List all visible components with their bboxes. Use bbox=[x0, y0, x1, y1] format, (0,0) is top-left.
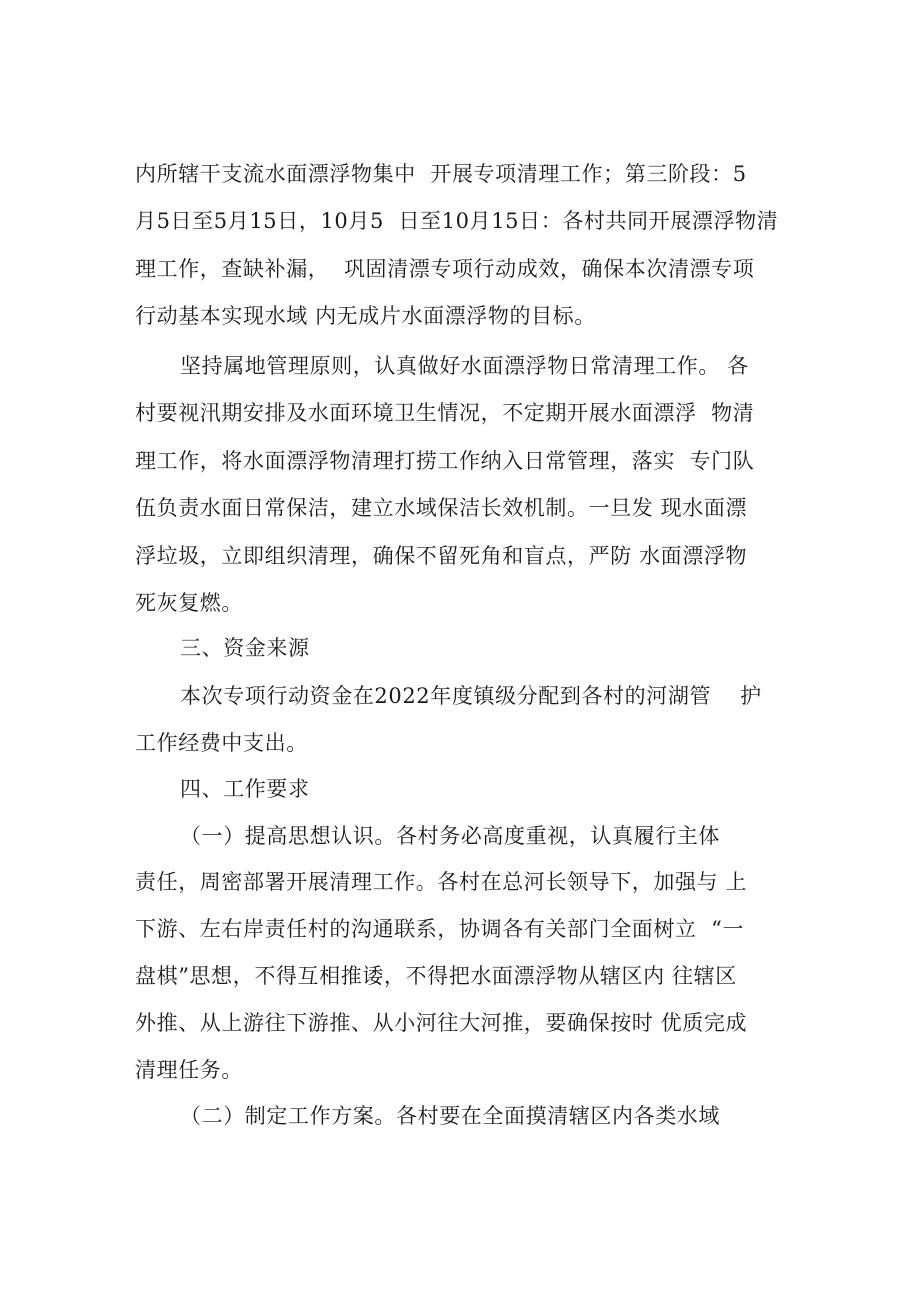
text-line: 下游、左右岸责任村的沟通联系，协调各有关部门全面树立 “一 bbox=[135, 917, 745, 941]
text-line: 责任，周密部署开展清理工作。各村在总河长领导下，加强与 上 bbox=[135, 870, 748, 894]
section-heading-funding: 三、资金来源 bbox=[180, 636, 310, 660]
subsection-heading-1: （一）提高思想认识。各村务必高度重视，认真履行主体 bbox=[180, 824, 720, 848]
text-line: 盘棋”思想，不得互相推诿，不得把水面漂浮物从辖区内 往辖区 bbox=[135, 964, 737, 988]
text-line: 行动基本实现水域 内无成片水面漂浮物的目标。 bbox=[135, 304, 596, 328]
text-line: 伍负责水面日常保洁，建立水域保洁长效机制。一旦发 现水面漂 bbox=[135, 496, 748, 520]
text-line: 外推、从上游往下游推、从小河往大河推，要确保按时 优质完成 bbox=[135, 1011, 748, 1035]
text-line: 清理任务。 bbox=[135, 1058, 243, 1082]
text-line: 理工作，将水面漂浮物清理打捞工作纳入日常管理，落实 专门队 bbox=[135, 449, 755, 473]
text-line: 村要视汛期安排及水面环境卫生情况，不定期开展水面漂浮 物清 bbox=[135, 401, 755, 425]
text-line: 理工作，查缺补漏， 巩固清漂专项行动成效，确保本次清漂专项 bbox=[135, 257, 755, 281]
text-line: 工作经费中支出。 bbox=[135, 731, 308, 755]
text-line: 内所辖干支流水面漂浮物集中 开展专项清理工作；第三阶段：5 bbox=[135, 162, 747, 186]
subsection-heading-2: （二）制定工作方案。各村要在全面摸清辖区内各类水域 bbox=[180, 1104, 720, 1128]
section-heading-requirements: 四、工作要求 bbox=[180, 777, 310, 801]
text-line: 月5日至5月15日，10月5 日至10月15日：各村共同开展漂浮物清 bbox=[135, 209, 779, 233]
paragraph-start: 坚持属地管理原则，认真做好水面漂浮物日常清理工作。 各 bbox=[180, 354, 749, 378]
text-line: 死灰复燃。 bbox=[135, 591, 243, 615]
paragraph-start: 本次专项行动资金在2022年度镇级分配到各村的河湖管 护 bbox=[180, 684, 762, 708]
text-line: 浮垃圾，立即组织清理，确保不留死角和盲点，严防 水面漂浮物 bbox=[135, 544, 748, 568]
